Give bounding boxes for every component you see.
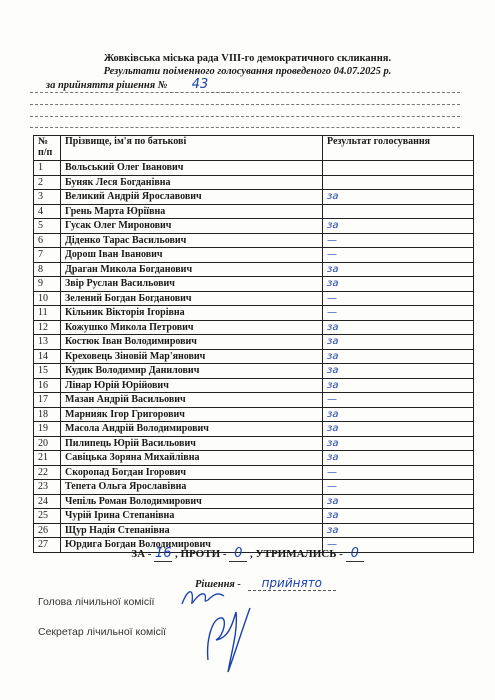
deputy-name: Юрдига Богдан Володимирович [61, 538, 323, 553]
row-number: 10 [34, 291, 61, 306]
table-row [34, 190, 474, 205]
secretary-signature [198, 600, 254, 678]
table-row [34, 262, 474, 277]
row-number: 22 [34, 465, 61, 480]
row-number: 25 [34, 509, 61, 524]
vote-result: — [323, 480, 474, 495]
col-num-header: № п/п [34, 136, 61, 161]
deputy-name: Пилипець Юрій Васильович [61, 436, 323, 451]
deputy-name: Креховець Зіновій Мар'янович [61, 349, 323, 364]
vote-result: за [323, 407, 474, 422]
row-number: 17 [34, 393, 61, 408]
blank-line [30, 116, 460, 117]
vote-result: — [323, 393, 474, 408]
vote-result: — [323, 538, 474, 553]
decision-number: 43 [170, 77, 230, 93]
table-row [34, 335, 474, 350]
table-row [34, 233, 474, 248]
deputy-name: Вольський Олег Іванович [61, 161, 323, 176]
deputy-name: Драган Микола Богданович [61, 262, 323, 277]
vote-result: за [323, 364, 474, 379]
row-number: 26 [34, 523, 61, 538]
row-number: 15 [34, 364, 61, 379]
deputy-name: Великий Андрій Ярославович [61, 190, 323, 205]
vote-result: — [323, 465, 474, 480]
row-number: 14 [34, 349, 61, 364]
table-row [34, 175, 474, 190]
vote-result: — [323, 291, 474, 306]
vote-result [323, 175, 474, 190]
table-row [34, 422, 474, 437]
deputy-name: Масола Андрій Володимирович [61, 422, 323, 437]
vote-table [33, 135, 474, 553]
rishennya-label: Рішення - [195, 579, 241, 590]
deputy-name: Скоропад Богдан Ігорович [61, 465, 323, 480]
table-row [34, 465, 474, 480]
vote-result: за [323, 422, 474, 437]
proty-count: 0 [229, 546, 247, 562]
utr-count: 0 [346, 546, 364, 562]
vote-result [323, 161, 474, 176]
table-row [34, 306, 474, 321]
vote-result: за [323, 219, 474, 234]
decision-prefix: за прийняття рішення № [46, 80, 168, 91]
table-row [34, 407, 474, 422]
head-label: Голова лічильної комісії [38, 596, 155, 608]
row-number: 4 [34, 204, 61, 219]
vote-result: за [323, 349, 474, 364]
table-row [34, 378, 474, 393]
table-row [34, 291, 474, 306]
deputy-name: Кожушко Микола Петрович [61, 320, 323, 335]
col-name-header: Прізвище, ім'я по батькові [61, 136, 323, 161]
header-title: Жовківська міська рада VIII-го демократичного скликання. [103, 53, 392, 64]
deputy-name: Савіцька Зоряна Михайлівна [61, 451, 323, 466]
table-row [34, 277, 474, 292]
vote-result: за [323, 436, 474, 451]
vote-result: за [323, 277, 474, 292]
table-row [34, 349, 474, 364]
vote-totals [0, 546, 495, 562]
table-row [34, 161, 474, 176]
vote-result: за [323, 190, 474, 205]
vote-result [323, 204, 474, 219]
table-row [34, 494, 474, 509]
table-row [34, 523, 474, 538]
table-row [34, 480, 474, 495]
deputy-name: Зелений Богдан Богданович [61, 291, 323, 306]
vote-result: за [323, 451, 474, 466]
row-number: 18 [34, 407, 61, 422]
col-result-header: Результат голосування [323, 136, 474, 161]
blank-line [30, 104, 460, 105]
vote-result: — [323, 306, 474, 321]
deputy-name: Щур Надія Степанівна [61, 523, 323, 538]
row-number: 9 [34, 277, 61, 292]
table-row [34, 204, 474, 219]
deputy-name: Тепета Ольга Ярославівна [61, 480, 323, 495]
row-number: 20 [34, 436, 61, 451]
proty-label: , ПРОТИ - [174, 548, 227, 560]
row-number: 11 [34, 306, 61, 321]
table-header-row [34, 136, 474, 161]
vote-result: за [323, 335, 474, 350]
deputy-name: Кудик Володимир Данилович [61, 364, 323, 379]
row-number: 6 [34, 233, 61, 248]
table-row [34, 436, 474, 451]
header-subtitle: Результати поіменного голосування проведеного 04.07.2025 р. [103, 66, 392, 77]
deputy-name: Буняк Леся Богданівна [61, 175, 323, 190]
table-row [34, 248, 474, 263]
blank-line [30, 127, 460, 128]
deputy-name: Гусак Олег Миронович [61, 219, 323, 234]
table-row [34, 393, 474, 408]
vote-result: за [323, 523, 474, 538]
vote-result: — [323, 233, 474, 248]
row-number: 5 [34, 219, 61, 234]
vote-result: за [323, 509, 474, 524]
row-number: 7 [34, 248, 61, 263]
deputy-name: Марнияк Ігор Григорович [61, 407, 323, 422]
deputy-name: Чепіль Роман Володимирович [61, 494, 323, 509]
row-number: 1 [34, 161, 61, 176]
row-number: 16 [34, 378, 61, 393]
vote-result: за [323, 378, 474, 393]
table-row [34, 364, 474, 379]
rishennya-value: прийнято [248, 576, 336, 591]
row-number: 24 [34, 494, 61, 509]
row-number: 12 [34, 320, 61, 335]
row-number: 2 [34, 175, 61, 190]
table-row [34, 320, 474, 335]
vote-result: за [323, 494, 474, 509]
table-row [34, 451, 474, 466]
row-number: 23 [34, 480, 61, 495]
secretary-label: Секретар лічильної комісії [38, 626, 167, 638]
deputy-name: Грень Марта Юріївна [61, 204, 323, 219]
row-number: 21 [34, 451, 61, 466]
blank-line [30, 92, 460, 93]
decision-line [46, 77, 230, 93]
table-row [34, 509, 474, 524]
deputy-name: Кільник Вікторія Ігорівна [61, 306, 323, 321]
vote-result: за [323, 320, 474, 335]
za-count: 16 [154, 546, 172, 561]
deputy-name: Дорош Іван Іванович [61, 248, 323, 263]
deputy-name: Чурій Ірина Степанівна [61, 509, 323, 524]
deputy-name: Діденко Тарас Васильович [61, 233, 323, 248]
deputy-name: Мазан Андрій Васильович [61, 393, 323, 408]
vote-result: за [323, 262, 474, 277]
table-row [34, 219, 474, 234]
row-number: 27 [34, 538, 61, 553]
deputy-name: Костюк Іван Володимирович [61, 335, 323, 350]
utr-label: , УТРИМАЛИСЬ - [250, 548, 343, 560]
vote-result: — [323, 248, 474, 263]
za-label: ЗА - [131, 548, 152, 560]
row-number: 19 [34, 422, 61, 437]
row-number: 8 [34, 262, 61, 277]
deputy-name: Лінар Юрій Юрійович [61, 378, 323, 393]
row-number: 3 [34, 190, 61, 205]
document-header [0, 52, 495, 78]
row-number: 13 [34, 335, 61, 350]
deputy-name: Звір Руслан Васильович [61, 277, 323, 292]
